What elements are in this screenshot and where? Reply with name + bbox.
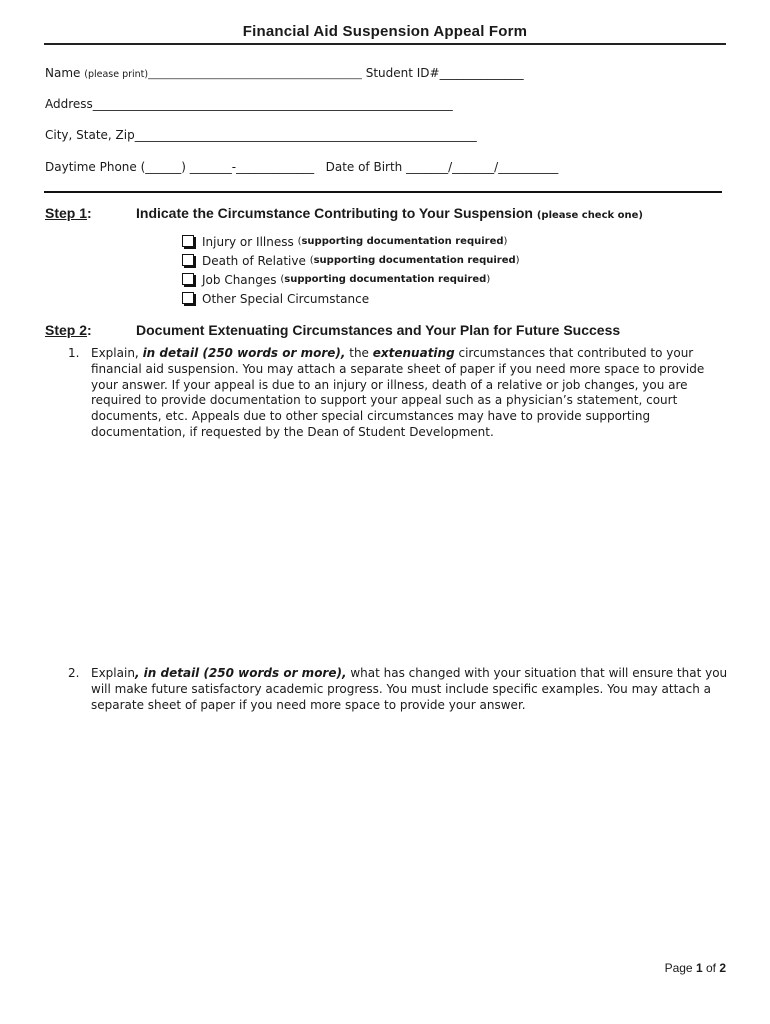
option-death-of-relative[interactable] (182, 251, 520, 270)
item-lead: Explain (91, 666, 135, 680)
item-body (91, 666, 728, 713)
item-emphasis: , in detail (250 words or more), (134, 666, 347, 680)
dob-year-field[interactable]: __________ (498, 160, 559, 174)
page-title: Financial Aid Suspension Appeal Form (242, 23, 528, 40)
item-mid: the (345, 346, 373, 360)
checkbox-job-changes[interactable] (182, 273, 194, 285)
req-note: supporting documentation required (313, 255, 516, 266)
phone-paren-close: ) (181, 160, 190, 174)
item-body (91, 346, 728, 441)
step1-heading (136, 205, 643, 221)
item-emphasis-2: extenuating (372, 346, 455, 360)
dob-slash-1: / (448, 160, 453, 174)
item-text: circumstances that contributed to your financial aid suspension. You may attach a separate sheet of paper if you need more space to provide your answer. If your appeal is due to an injury or illness, death of a relative or job changes, you are required to provide documentation to support your appeal such as a physician’s statement, court documents, etc. Appeals due to other special circumstances may have to provide supporting documentation, if requested by the Dean of Student Development. (91, 346, 705, 439)
instruction-item-2 (68, 666, 728, 713)
page-total: 2 (719, 961, 726, 975)
req-note: supporting documentation required (301, 236, 504, 247)
step1-label (45, 205, 92, 221)
item-lead: Explain, (91, 346, 143, 360)
title-underline (44, 43, 726, 45)
name-row (45, 66, 524, 80)
req-close: ) (503, 236, 508, 247)
page-current: 1 (695, 961, 703, 975)
req-close: ) (515, 255, 520, 266)
phone-line-field[interactable]: _____________ (236, 160, 315, 174)
page-of: of (702, 961, 720, 975)
page-word: Page (664, 961, 696, 975)
option-label: Other Special Circumstance (202, 291, 370, 306)
item-emphasis: in detail (250 words or more), (142, 346, 346, 360)
name-field[interactable]: _____________________________________________ (148, 69, 362, 80)
option-other-special[interactable] (182, 289, 520, 308)
phone-area-field[interactable]: ______ (145, 160, 182, 174)
dob-month-field[interactable]: _______ (406, 160, 449, 174)
step2-label-text: Step 2 (45, 322, 88, 338)
item-number: 2. (68, 666, 80, 680)
dob-slash-2: / (494, 160, 499, 174)
checkbox-other-special[interactable] (182, 292, 194, 304)
step2-heading: Document Extenuating Circumstances and Your Plan for Future Success (136, 322, 621, 338)
city-state-zip-field[interactable]: _________________________________________________________ (134, 128, 477, 142)
req-open: ( (297, 236, 302, 247)
step1-colon: : (87, 205, 92, 221)
step1-note: (please check one) (536, 210, 643, 221)
phone-dob-row (45, 160, 558, 174)
phone-label: Daytime Phone ( (45, 160, 146, 174)
req-open: ( (280, 274, 285, 285)
city-state-zip-label: City, State, Zip (45, 128, 135, 142)
req-open: ( (309, 255, 314, 266)
dob-day-field[interactable]: _______ (452, 160, 495, 174)
name-hint: (please print) (84, 69, 149, 80)
name-label: Name (45, 66, 81, 80)
section-divider (44, 191, 722, 193)
checkbox-injury-illness[interactable] (182, 235, 194, 247)
phone-prefix-field[interactable]: _______ (189, 160, 232, 174)
step1-label-text: Step 1 (45, 205, 88, 221)
student-id-label: Student ID# (365, 66, 440, 80)
address-field[interactable]: ____________________________________________________________ (92, 97, 453, 111)
city-row (45, 128, 477, 142)
item-number: 1. (68, 346, 80, 360)
checkbox-death-of-relative[interactable] (182, 254, 194, 266)
phone-dash: - (231, 160, 237, 174)
option-label: Injury or Illness (202, 234, 294, 249)
option-job-changes[interactable] (182, 270, 520, 289)
step2-colon: : (87, 322, 92, 338)
step1-heading-text: Indicate the Circumstance Contributing to Your Suspension (136, 205, 533, 221)
dob-label: Date of Birth (325, 160, 407, 174)
step2-label (45, 322, 92, 338)
address-label: Address (45, 97, 93, 111)
circumstance-checklist (182, 232, 520, 308)
option-injury-illness[interactable] (182, 232, 520, 251)
option-label: Death of Relative (202, 253, 306, 268)
item-text: what has changed with your situation that will ensure that you will make future satisfactory academic progress. You must include specific examples. You may attach a separate sheet of paper if you need more space to provide your answer. (91, 666, 728, 712)
address-row (45, 97, 453, 111)
req-close: ) (486, 274, 491, 285)
student-id-field[interactable]: ______________ (439, 66, 524, 80)
instruction-item-1 (68, 346, 728, 441)
option-label: Job Changes (202, 272, 277, 287)
req-note: supporting documentation required (284, 274, 487, 285)
page-number (665, 961, 726, 975)
